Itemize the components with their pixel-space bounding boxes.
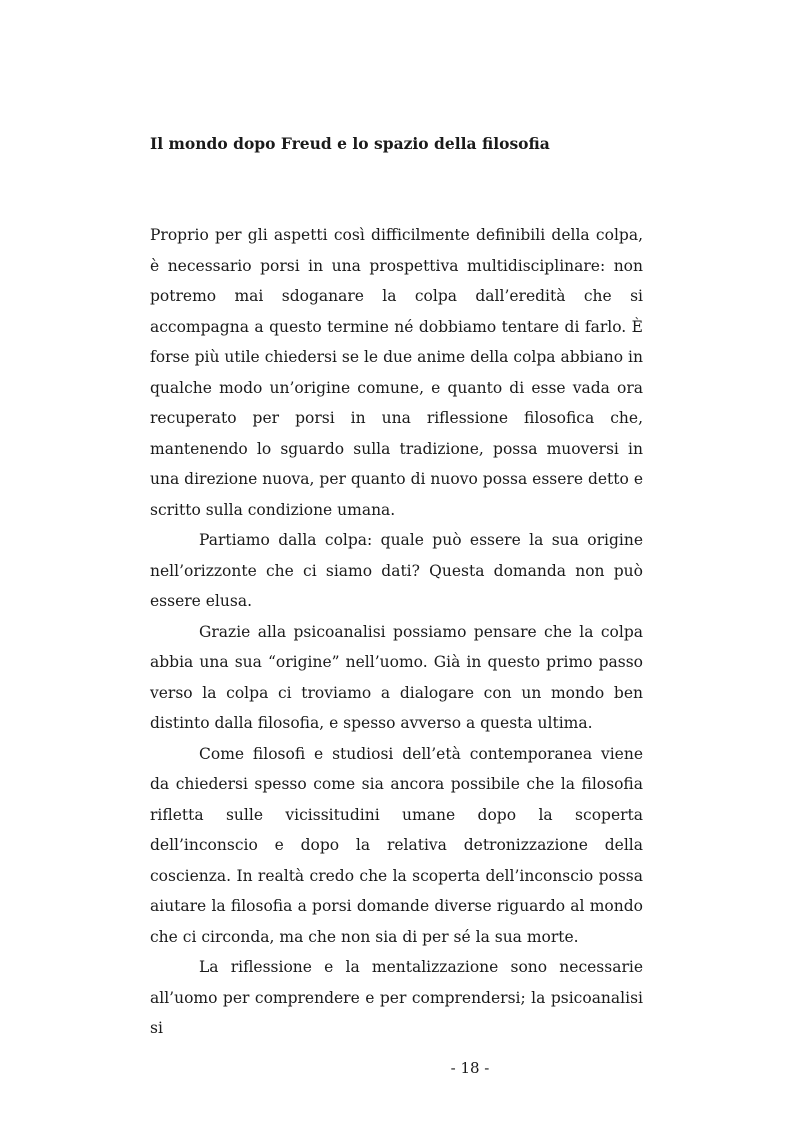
page-number: - 18 -	[450, 1059, 490, 1077]
paragraph-4: Come filosofi e studiosi dell’età contemporanea viene da chiedersi spesso come sia ancora possibile che la filosofia rifletta sulle vicissitudini umane dopo la scoperta dell’inconscio e dopo la relativa detronizzazione della coscienza. In realtà credo che la scoperta dell’inconscio possa aiutare la filosofia a porsi domande diverse riguardo al mondo che ci circonda, ma che non sia di per sé la sua morte.	[150, 744, 643, 946]
paragraph-1: Proprio per gli aspetti così difficilmente definibili della colpa, è necessario porsi in una prospettiva multidisciplinare: non potremo mai sdoganare la colpa dall’eredità che si accompagna a questo termine né dobbiamo tentare di farlo. È forse più utile chiedersi se le due anime della colpa abbiano in qualche modo un’origine comune, e quanto di esse vada ora recuperato per porsi in una riflessione filosofica che, mantenendo lo sguardo sulla tradizione, possa muoversi in una direzione nuova, per quanto di nuovo possa essere detto e scritto sulla condizione umana.	[150, 226, 643, 519]
section-heading: Il mondo dopo Freud e lo spazio della filosofia	[150, 134, 550, 153]
body-text	[150, 220, 643, 1044]
paragraph-5: La riflessione e la mentalizzazione sono necessarie all’uomo per comprendere e per comprendersi; la psicoanalisi si	[150, 958, 643, 1037]
paragraph-2: Partiamo dalla colpa: quale può essere la sua origine nell’orizzonte che ci siamo dati? Questa domanda non può essere elusa.	[150, 531, 643, 610]
paragraph-3: Grazie alla psicoanalisi possiamo pensare che la colpa abbia una sua “origine” nell’uomo. Già in questo primo passo verso la colpa ci troviamo a dialogare con un mondo ben distinto dalla filosofia, e spesso avverso a questa ultima.	[150, 622, 643, 732]
